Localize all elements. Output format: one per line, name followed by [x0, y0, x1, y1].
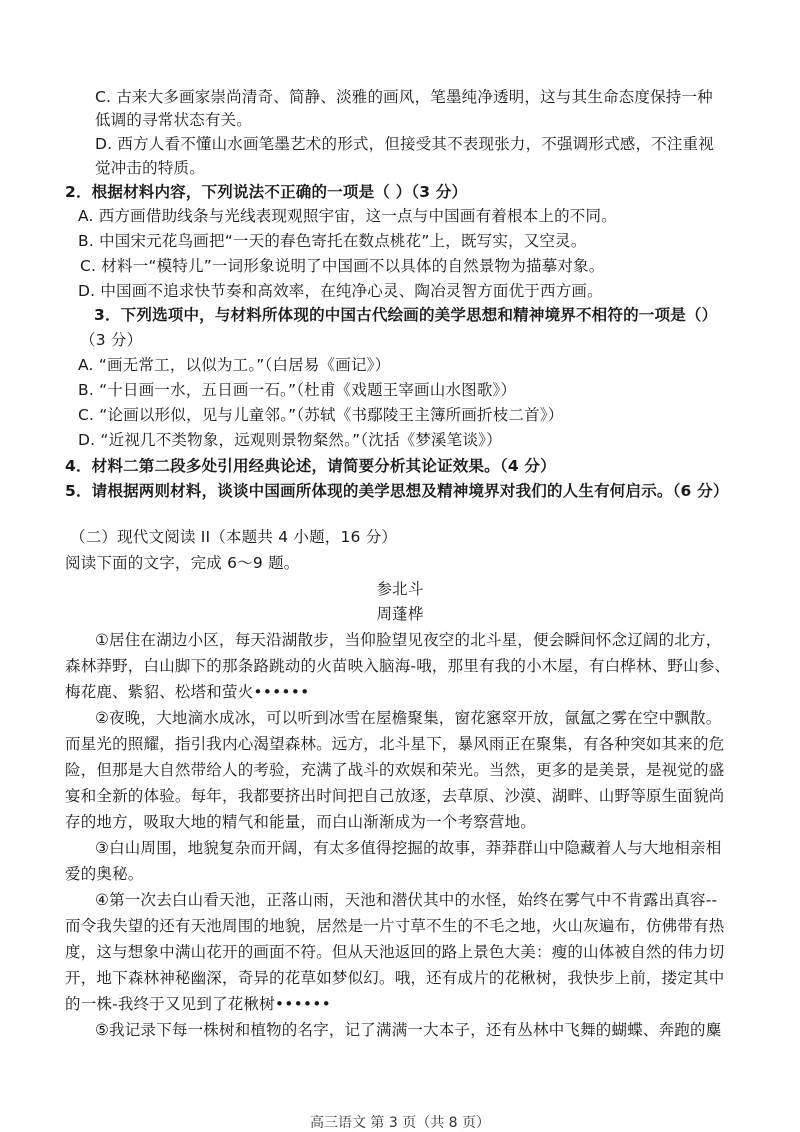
paragraph-5-line-1: ⑤我记录下每一株树和植物的名字，记了满满一大本子，还有丛林中飞舞的蝴蝶、奔跑的麋: [95, 1021, 722, 1039]
question-2-stem: 2．根据材料内容，下列说法不正确的一项是（ ）（3 分）: [65, 183, 468, 201]
question-2-option-a: A. 西方画借助线条与光线表现观照宇宙，这一点与中国画有着根本上的不同。: [78, 207, 617, 225]
paragraph-4-line-3: 度，这与想象中满山花开的画面不符。但从天池返回的路上景色大美：瘦的山体被自然的伟力切: [65, 943, 725, 961]
question-3-option-b: B. “十日画一水，五日画一石。”（杜甫《戏题王宰画山水图歌》）: [78, 381, 517, 399]
paragraph-1-line-2: 森林莽野，白山脚下的那条路跳动的火苗映入脑海-哦，那里有我的小木屋，有白桦林、野山参、: [65, 657, 731, 675]
question-2-option-d: D. 中国画不追求快节奏和高效率，在纯净心灵、陶冶灵智方面优于西方画。: [78, 282, 603, 300]
option-c-line-1: C. 古来大多画家崇尚清奇、简静、淡雅的画风，笔墨纯净透明，这与其生命态度保持一种: [95, 88, 713, 106]
question-3-stem-line-2: （3 分）: [80, 331, 143, 349]
paragraph-4-line-2: 而令我失望的还有天池周围的地貌，居然是一片寸草不生的不毛之地，火山灰遍布，仿佛带有热: [65, 917, 725, 935]
passage-title: 参北斗: [376, 580, 424, 598]
question-5: 5．请根据两则材料，谈谈中国画所体现的美学思想及精神境界对我们的人生有何启示。（6 分）: [65, 482, 729, 500]
question-3-stem-line-1: 3．下列选项中，与材料所体现的中国古代绘画的美学思想和精神境界不相符的一项是（）: [94, 306, 718, 324]
paragraph-4-line-4: 开，地下森林神秘幽深，奇异的花草如梦似幻。哦，还有成片的花楸树，我快步上前，搂定其中: [65, 969, 725, 987]
paragraph-4-line-1: ④第一次去白山看天池，正落山雨，天池和潜伏其中的水怪，始终在雾气中不肯露出真容--: [95, 891, 718, 909]
section-2-instruction: 阅读下面的文字，完成 6～9 题。: [65, 554, 300, 572]
paragraph-3-line-2: 爱的奥秘。: [65, 865, 144, 883]
question-3-option-a: A. “画无常工，以似为工。”（白居易《画记》）: [78, 356, 391, 374]
paragraph-2-line-3: 险，但那是大自然带给人的考验，充满了战斗的欢娱和荣光。当然，更多的是美景，是视觉的盛: [65, 761, 725, 779]
option-d-line-2: 觉冲击的特质。: [95, 159, 205, 177]
paragraph-2-line-1: ②夜晚，大地滴水成冰，可以听到冰雪在屋檐聚集，窗花窸窣开放，氤氲之雾在空中飘散。: [95, 709, 722, 727]
paragraph-2-line-5: 存的地方，吸取大地的精气和能量，而白山渐渐成为一个考察营地。: [65, 813, 537, 831]
paragraph-1-line-1: ①居住在湖边小区，每天沿湖散步，当仰脸望见夜空的北斗星，便会瞬间怀念辽阔的北方，: [95, 631, 722, 649]
page-footer: 高三语文 第 3 页（共 8 页）: [309, 1115, 491, 1131]
question-2-option-b: B. 中国宋元花鸟画把“一天的春色寄托在数点桃花”上，既写实，又空灵。: [78, 232, 587, 250]
question-3-option-d: D. “近视几不类物象，远观则景物粲然。”（沈括《梦溪笔谈》）: [78, 431, 502, 449]
paragraph-4-line-5: 的一株-我终于又见到了花楸树••••••: [65, 995, 331, 1013]
passage-author: 周蓬桦: [376, 605, 424, 623]
paragraph-2-line-4: 宴和全新的体验。每年，我都要挤出时间把自己放逐，去草原、沙漠、湖畔、山野等原生面貌尚: [65, 787, 725, 805]
question-2-option-c: C. 材料一“模特儿”一词形象说明了中国画不以具体的自然景物为描摹对象。: [80, 257, 605, 275]
section-2-heading: （二）现代文阅读 II（本题共 4 小题，16 分）: [70, 528, 398, 546]
paragraph-3-line-1: ③白山周围，地貌复杂而开阔，有太多值得挖掘的故事，莽莽群山中隐藏着人与大地相亲相: [95, 839, 722, 857]
paragraph-2-line-2: 而星光的照耀，指引我内心渴望森林。远方，北斗星下，暴风雨正在聚集，有各种突如其来的危: [65, 735, 725, 753]
paragraph-1-line-3: 梅花鹿、紫貂、松塔和萤火••••••: [65, 683, 310, 701]
option-c-line-2: 低调的寻常状态有关。: [95, 111, 253, 129]
option-d-line-1: D. 西方人看不懂山水画笔墨艺术的形式，但接受其不表现张力，不强调形式感，不注重视: [95, 135, 714, 153]
question-3-option-c: C. “论画以形似，见与儿童邻。”（苏轼《书鄢陵王主簿所画折枝二首》）: [78, 406, 564, 424]
question-4: 4．材料二第二段多处引用经典论述，请简要分析其论证效果。（4 分）: [65, 457, 556, 475]
